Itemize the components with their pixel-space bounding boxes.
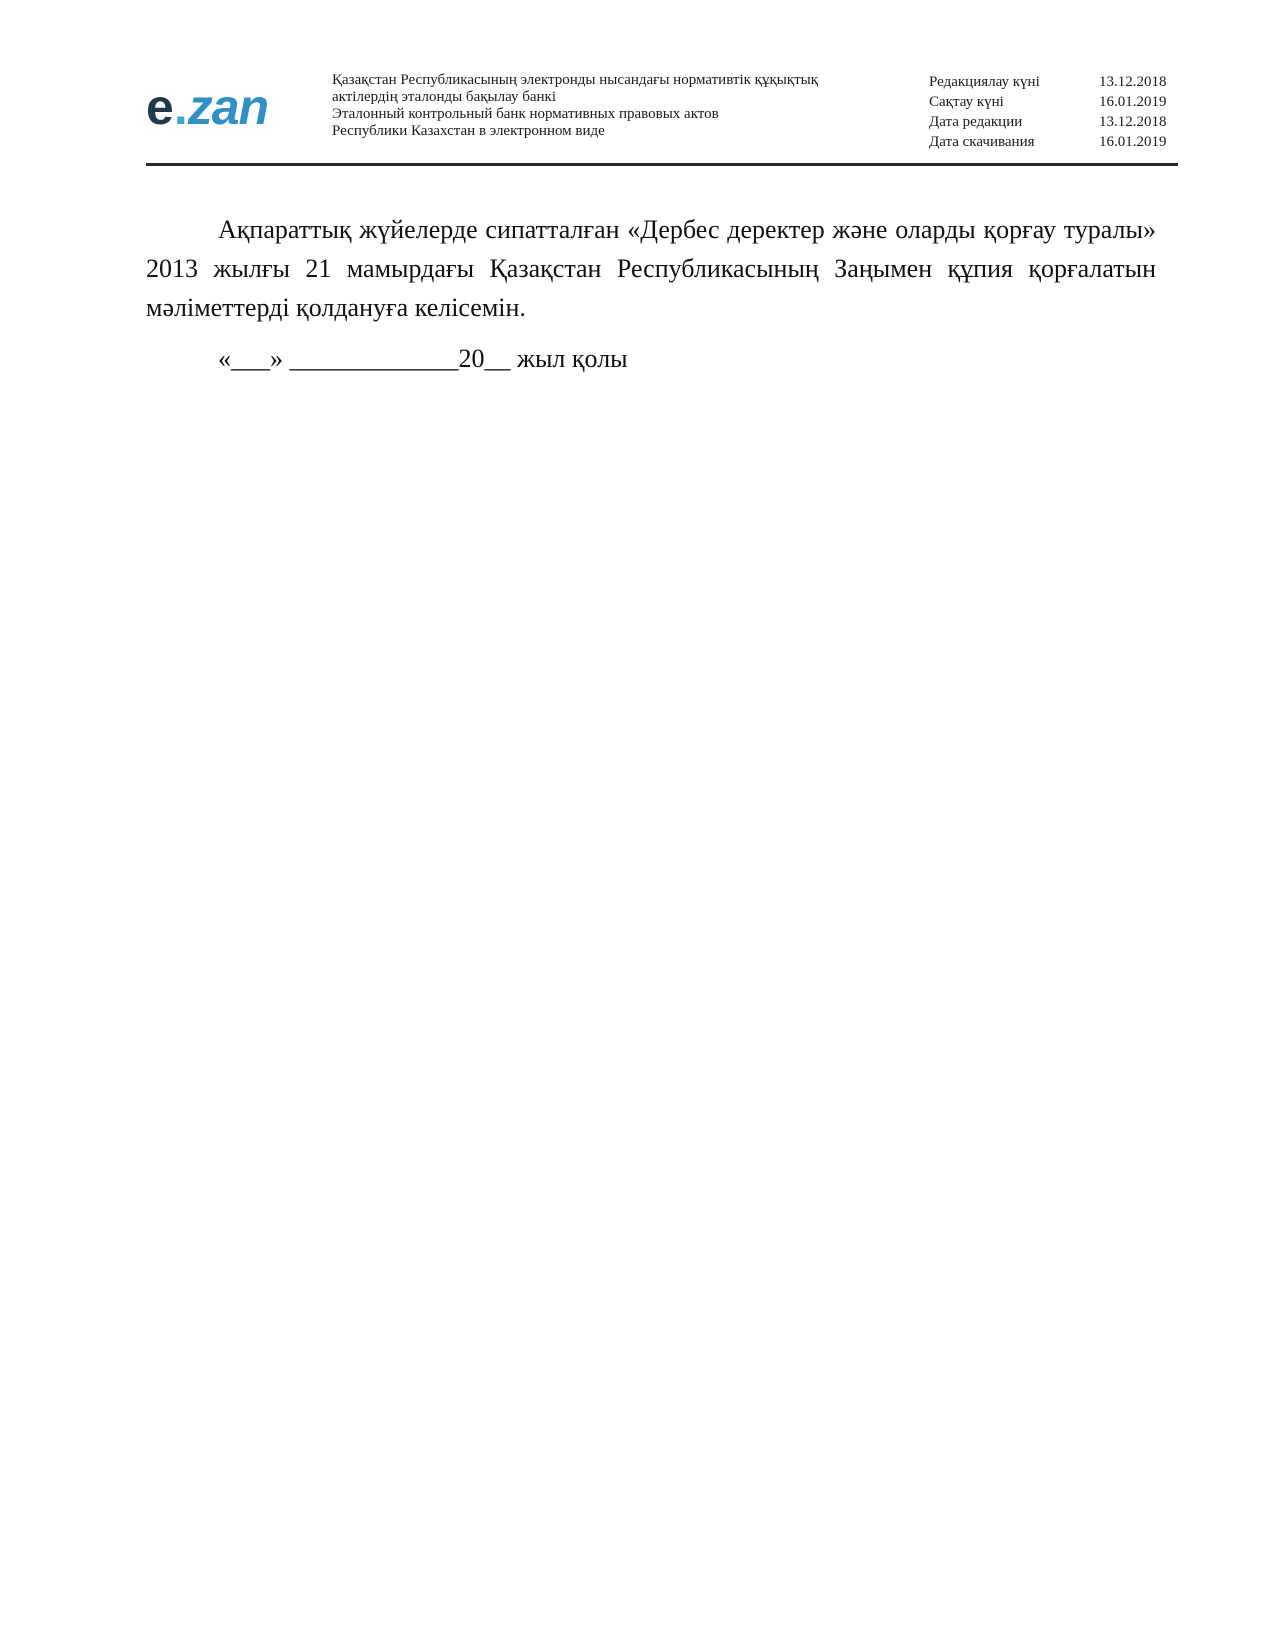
header-description [332, 72, 892, 140]
logo-dot: . [173, 79, 187, 135]
logo-word-zan: zan [187, 79, 269, 135]
meta-label: Дата скачивания [929, 134, 1035, 150]
meta-value: 16.01.2019 [1099, 134, 1167, 150]
signature-date-line: «___» _____________20__ жыл қолы [218, 344, 628, 373]
document-header [146, 68, 1178, 164]
header-description-line: Қазақстан Республикасының электронды нысандағы нормативтік құқықтық [332, 72, 819, 88]
meta-label: Редакциялау күні [929, 74, 1040, 90]
meta-value: 13.12.2018 [1099, 74, 1167, 90]
meta-label: Дата редакции [929, 114, 1023, 130]
meta-label: Сақтау күні [929, 94, 1004, 110]
header-description-line: Эталонный контрольный банк нормативных правовых актов [332, 106, 719, 122]
document-body [146, 210, 1156, 378]
header-divider [146, 163, 1178, 166]
header-description-line: Республики Казахстан в электронном виде [332, 123, 605, 139]
meta-row [929, 92, 1179, 112]
logo-letter-e: e [146, 79, 173, 135]
header-meta-table [929, 72, 1179, 152]
header-description-line: актілердің эталонды бақылау банкі [332, 89, 556, 105]
meta-value: 13.12.2018 [1099, 114, 1167, 130]
meta-row [929, 132, 1179, 152]
meta-row [929, 72, 1179, 92]
ezan-logo [146, 79, 269, 142]
meta-value: 16.01.2019 [1099, 94, 1167, 110]
consent-paragraph: Ақпараттық жүйелерде сипатталған «Дербес деректер және оларды қорғау туралы» 2013 жылғы 21 мамырдағы Қазақстан Республикасының Заңымен құпия қорғалатын мәліметтерді қолдануға келісемін. [146, 215, 1156, 322]
meta-row [929, 112, 1179, 132]
